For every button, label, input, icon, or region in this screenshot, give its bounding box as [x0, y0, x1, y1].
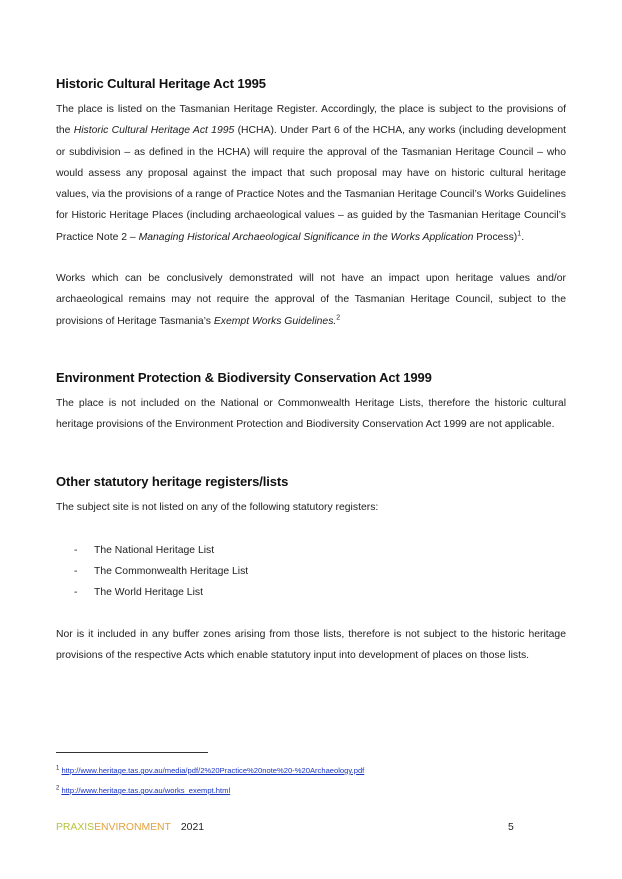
footnote-ref-1[interactable]: 1	[517, 230, 522, 238]
footnote-number: 1	[56, 765, 60, 772]
footnote-ref-2[interactable]: 2	[336, 314, 341, 322]
list-item	[56, 582, 248, 603]
brand-logo-part2: ENVIRONMENT	[94, 822, 171, 833]
page-footer	[56, 822, 204, 833]
registers-list	[56, 540, 248, 603]
hcha-paragraph-2	[56, 268, 566, 332]
hcha-paragraph-1	[56, 99, 566, 248]
footnote-link-2[interactable]: http://www.heritage.tas.gov.au/works_exempt.html	[61, 786, 231, 795]
section-heading-hcha: Historic Cultural Heritage Act 1995	[56, 76, 266, 91]
footnote-2	[56, 786, 230, 795]
list-dash: -	[74, 566, 78, 577]
footnote-number: 2	[56, 785, 60, 792]
list-item-label: The World Heritage List	[94, 587, 203, 598]
other-registers-closing: Nor is it included in any buffer zones arising from those lists, therefore is not subject to the historic heritage provisions of the respective Acts which enable statutory input into development of places on those lists.	[56, 629, 566, 662]
list-item	[56, 540, 248, 561]
text-run: .	[521, 231, 525, 243]
text-run: (HCHA). Under Part 6 of the HCHA, any works (including development or subdivision – as defined in the HCHA) will require the approval of the Tasmanian Heritage Council – who would assess any proposal against the impact that such proposal may have on historic cultural heritage values, via the provisions of a range of Practice Notes and the Tasmanian Heritage Council’s Works Guidelines for Historic Heritage Places (including archaeological values – as guided by the Tasmanian Heritage Council’s Practice Note 2 –	[56, 125, 566, 243]
footnote-1	[56, 766, 364, 775]
list-item	[56, 561, 248, 582]
text-run: Process)	[473, 231, 518, 243]
act-title-italic: Historic Cultural Heritage Act 1995	[73, 125, 235, 137]
text-run: The place is listed on the Tasmanian Heritage Register. Accordingly, the place is subject to the provisions of the	[56, 104, 566, 137]
exempt-works-title-italic: Exempt Works Guidelines.	[213, 315, 337, 327]
list-dash: -	[74, 587, 78, 598]
list-item-label: The National Heritage List	[94, 545, 215, 556]
epbc-paragraph: The place is not included on the National or Commonwealth Heritage Lists, therefore the historic cultural heritage provisions of the Environment Protection and Biodiversity Conservation Act 1999 are not applicable.	[56, 398, 566, 431]
brand-logo-part1: PRAXIS	[56, 822, 95, 833]
text-run: Works which can be conclusively demonstrated will not have an impact upon heritage values and/or archaeological remains may not require the approval of the Tasmanian Heritage Council, subject to the provisions of Heritage Tasmania’s	[56, 273, 566, 327]
other-registers-intro: The subject site is not listed on any of the following statutory registers:	[56, 502, 379, 513]
list-item-label: The Commonwealth Heritage List	[94, 566, 249, 577]
section-heading-other-registers: Other statutory heritage registers/lists	[56, 474, 289, 489]
footnote-separator	[56, 752, 208, 753]
page-number: 5	[508, 822, 514, 833]
footnote-link-1[interactable]: http://www.heritage.tas.gov.au/media/pdf/2%20Practice%20note%20-%20Archaeology.pdf	[61, 766, 365, 775]
list-dash: -	[74, 545, 78, 556]
practice-note-title-italic: Managing Historical Archaeological Significance in the Works Application	[138, 231, 474, 243]
footer-year: 2021	[180, 822, 205, 833]
section-heading-epbc: Environment Protection & Biodiversity Conservation Act 1999	[56, 370, 432, 385]
